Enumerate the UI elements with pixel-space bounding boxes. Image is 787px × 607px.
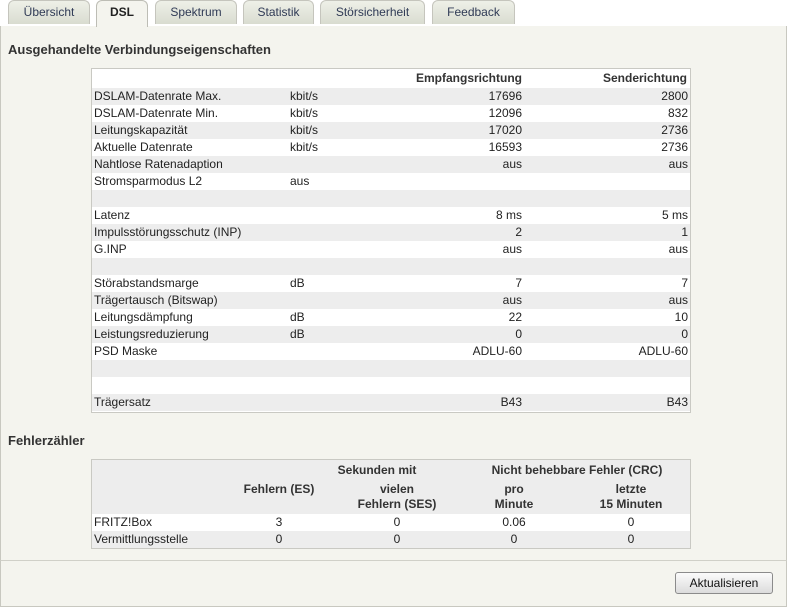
col-per-minute-line2: Minute xyxy=(494,497,534,511)
row-send-value: ADLU-60 xyxy=(638,344,688,358)
row-send-value: 2736 xyxy=(661,140,688,154)
col-per-minute-line1: pro xyxy=(504,482,524,496)
error-per-minute-value: 0.06 xyxy=(502,515,526,529)
connection-table xyxy=(91,68,691,413)
row-label: Leitungsdämpfung xyxy=(94,310,193,324)
row-receive-value: aus xyxy=(502,293,522,307)
error-ses-value: 0 xyxy=(393,532,401,546)
row-send-value: aus xyxy=(668,293,688,307)
row-receive-value: 22 xyxy=(508,310,522,324)
row-send-value: 2800 xyxy=(661,89,688,103)
connection-row xyxy=(92,360,690,377)
row-receive-value: 17020 xyxy=(488,123,522,137)
row-label: PSD Maske xyxy=(94,344,158,358)
connection-row xyxy=(92,224,690,241)
row-receive-value: 2 xyxy=(515,225,522,239)
connection-row xyxy=(92,343,690,360)
tab-uebersicht[interactable]: Übersicht xyxy=(8,0,90,24)
row-unit: dB xyxy=(290,310,305,324)
row-send-value: 10 xyxy=(674,310,688,324)
row-send-value: aus xyxy=(668,157,688,171)
row-send-value: 7 xyxy=(681,276,688,290)
row-receive-value: ADLU-60 xyxy=(472,344,522,358)
connection-row xyxy=(92,309,690,326)
tab-spektrum[interactable]: Spektrum xyxy=(155,0,237,24)
tab-statistik[interactable]: Statistik xyxy=(243,0,314,24)
row-label: Latenz xyxy=(94,208,131,222)
connection-row xyxy=(92,241,690,258)
row-label: Aktuelle Datenrate xyxy=(94,140,193,154)
row-receive-value: aus xyxy=(502,242,522,256)
row-send-value: 832 xyxy=(667,106,688,120)
error-row-label: Vermittlungsstelle xyxy=(94,532,189,546)
error-ses-value: 0 xyxy=(393,515,401,529)
row-receive-value: 17696 xyxy=(488,89,522,103)
connection-row xyxy=(92,105,690,122)
error-last15-value: 0 xyxy=(627,515,635,529)
row-send-value: aus xyxy=(668,242,688,256)
error-es-value: 0 xyxy=(275,532,283,546)
connection-header-row xyxy=(92,70,690,87)
footer-bar xyxy=(0,560,787,607)
row-receive-value: aus xyxy=(502,157,522,171)
error-es-value: 3 xyxy=(275,515,283,529)
error-last15-value: 0 xyxy=(627,532,635,546)
row-unit: dB xyxy=(290,327,305,341)
header-send: Senderichtung xyxy=(602,71,687,85)
row-receive-value: 8 ms xyxy=(495,208,522,222)
connection-row xyxy=(92,326,690,343)
connection-row xyxy=(92,88,690,105)
row-unit: dB xyxy=(290,276,305,290)
row-send-value: 0 xyxy=(681,327,688,341)
row-receive-value: 12096 xyxy=(488,106,522,120)
row-label: Stromsparmodus L2 xyxy=(94,174,203,188)
row-label: Nahtlose Ratenadaption xyxy=(94,157,223,171)
connection-row xyxy=(92,275,690,292)
row-send-value: 1 xyxy=(681,225,688,239)
row-unit: aus xyxy=(290,174,310,188)
col-last15-line1: letzte xyxy=(615,482,647,496)
row-unit: kbit/s xyxy=(290,140,319,154)
connection-row xyxy=(92,139,690,156)
connection-row xyxy=(92,394,690,411)
col-es: Fehlern (ES) xyxy=(243,482,315,496)
group-seconds-with: Sekunden mit xyxy=(337,463,417,477)
row-label: Impulsstörungsschutz (INP) xyxy=(94,225,242,239)
tab-bar xyxy=(0,0,787,26)
connection-row xyxy=(92,258,690,275)
row-send-value: 2736 xyxy=(661,123,688,137)
error-counter-table xyxy=(91,459,691,549)
group-crc-errors: Nicht behebbare Fehler (CRC) xyxy=(491,463,663,477)
row-unit: kbit/s xyxy=(290,106,319,120)
row-label: Trägersatz xyxy=(94,395,151,409)
row-receive-value: 16593 xyxy=(488,140,522,154)
section-title-errors: Fehlerzähler xyxy=(8,433,85,448)
tab-feedback[interactable]: Feedback xyxy=(432,0,515,24)
connection-row xyxy=(92,190,690,207)
row-receive-value: 0 xyxy=(515,327,522,341)
row-send-value: 5 ms xyxy=(661,208,688,222)
row-label: G.INP xyxy=(94,242,127,256)
row-label: DSLAM-Datenrate Min. xyxy=(94,106,219,120)
error-row xyxy=(92,531,690,548)
row-label: Trägertausch (Bitswap) xyxy=(94,293,218,307)
header-receive: Empfangsrichtung xyxy=(415,71,522,85)
connection-row xyxy=(92,292,690,309)
error-row xyxy=(92,514,690,531)
error-row-label: FRITZ!Box xyxy=(94,515,153,529)
row-unit: kbit/s xyxy=(290,89,319,103)
row-label: Störabstandsmarge xyxy=(94,276,199,290)
connection-row xyxy=(92,156,690,173)
col-ses-line1: vielen xyxy=(379,482,415,496)
error-per-minute-value: 0 xyxy=(510,532,518,546)
col-ses-line2: Fehlern (SES) xyxy=(357,497,437,511)
refresh-button[interactable]: Aktualisieren xyxy=(675,572,773,594)
row-receive-value: B43 xyxy=(500,395,522,409)
section-title-connection: Ausgehandelte Verbindungseigenschaften xyxy=(8,42,271,57)
row-label: DSLAM-Datenrate Max. xyxy=(94,89,222,103)
col-last15-line2: 15 Minuten xyxy=(599,497,663,511)
row-label: Leistungsreduzierung xyxy=(94,327,209,341)
row-receive-value: 7 xyxy=(515,276,522,290)
connection-row xyxy=(92,122,690,139)
connection-row xyxy=(92,377,690,394)
connection-row xyxy=(92,173,690,190)
row-label: Leitungskapazität xyxy=(94,123,188,137)
row-unit: kbit/s xyxy=(290,123,319,137)
tab-stoersicherheit[interactable]: Störsicherheit xyxy=(320,0,425,24)
connection-row xyxy=(92,207,690,224)
row-send-value: B43 xyxy=(666,395,688,409)
tab-dsl[interactable]: DSL xyxy=(96,0,148,27)
